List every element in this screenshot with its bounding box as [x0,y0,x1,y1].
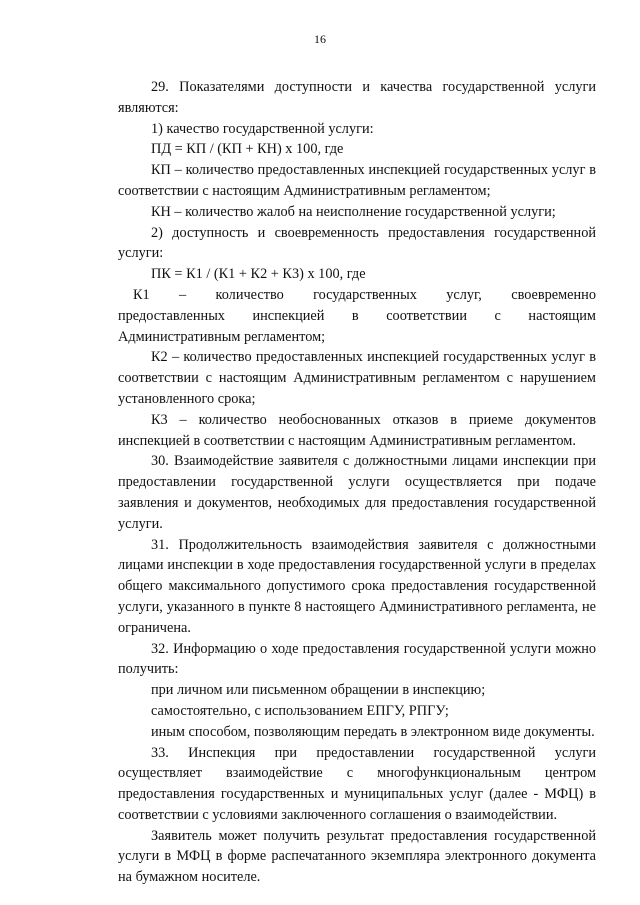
k1-word: услуг, [446,286,482,303]
k1-line-2 [118,306,596,327]
k1-word: государственных [313,286,417,303]
k1-word: К1 [133,286,150,303]
k1-word: – [179,286,187,303]
k1-word: настоящим [528,307,596,324]
accessibility-heading: 2) доступность и своевременность предоставления государственной услуги: [118,224,596,262]
k1-word: предоставленных [118,307,225,324]
list-item-portals: самостоятельно, с использованием ЕПГУ, РПГУ; [151,702,449,719]
paragraph-32: 32. Информацию о ходе предоставления государственной услуги можно получить: [118,640,596,678]
k1-word: в [351,307,359,324]
k1-word: с [494,307,501,324]
k1-line-1 [118,285,596,306]
kn-definition: КН – количество жалоб на неисполнение государственной услуги; [151,203,556,220]
document-body [118,77,596,888]
k1-word: инспекцией [252,307,325,324]
page-number: 16 [314,32,326,46]
paragraph-30: 30. Взаимодействие заявителя с должностными лицами инспекции при предоставлении государственной услуги осуществляется при подаче заявления и документов, необходимых для предоставления государственной услуги. [118,453,596,532]
list-item-electronic: иным способом, позволяющим передать в электронном виде документы. [151,723,595,740]
k1-line-3: Административным регламентом; [118,328,326,345]
quality-heading: 1) качество государственной услуги: [151,120,374,137]
paragraph-31: 31. Продолжительность взаимодействия заявителя с должностными лицами инспекции в ходе предоставления государственной услуги в пределах общего максимального допустимого срока предоставления государственной услуги, указанного в пункте 8 настоящего Административного регламента, не ограничена. [118,536,596,636]
k1-word: количество [215,286,284,303]
list-item-personal: при личном или письменном обращении в инспекцию; [151,682,486,699]
k2-definition: К2 – количество предоставленных инспекцией государственных услуг в соответствии с настоящим Административным регламентом с нарушением установленного срока; [118,349,596,407]
paragraph-mfc-result: Заявитель может получить результат предоставления государственной услуги в МФЦ в форме распечатанного экземпляра электронного документа на бумажном носителе. [118,827,596,886]
k1-definition [118,285,596,347]
k1-word: своевременно [511,286,596,303]
accessibility-formula: ПК = К1 / (К1 + К2 + К3) х 100, где [151,266,366,283]
quality-formula: ПД = КП / (КП + КН) х 100, где [151,141,344,158]
paragraph-33: 33. Инспекция при предоставлении государственной услуги осуществляет взаимодействие с многофункциональным центром предоставления государственных и муниципальных услуг (далее - МФЦ) в соответствии с условиями заключенного соглашения о взаимодействии. [118,744,596,823]
k3-definition: К3 – количество необоснованных отказов в приеме документов инспекцией в соответствии с настоящим Административным регламентом. [118,411,596,449]
k1-word: соответствии [386,307,467,324]
paragraph-29: 29. Показателями доступности и качества государственной услуги являются: [118,79,596,116]
kp-definition: КП – количество предоставленных инспекцией государственных услуг в соответствии с настоящим Административным регламентом; [118,162,596,199]
